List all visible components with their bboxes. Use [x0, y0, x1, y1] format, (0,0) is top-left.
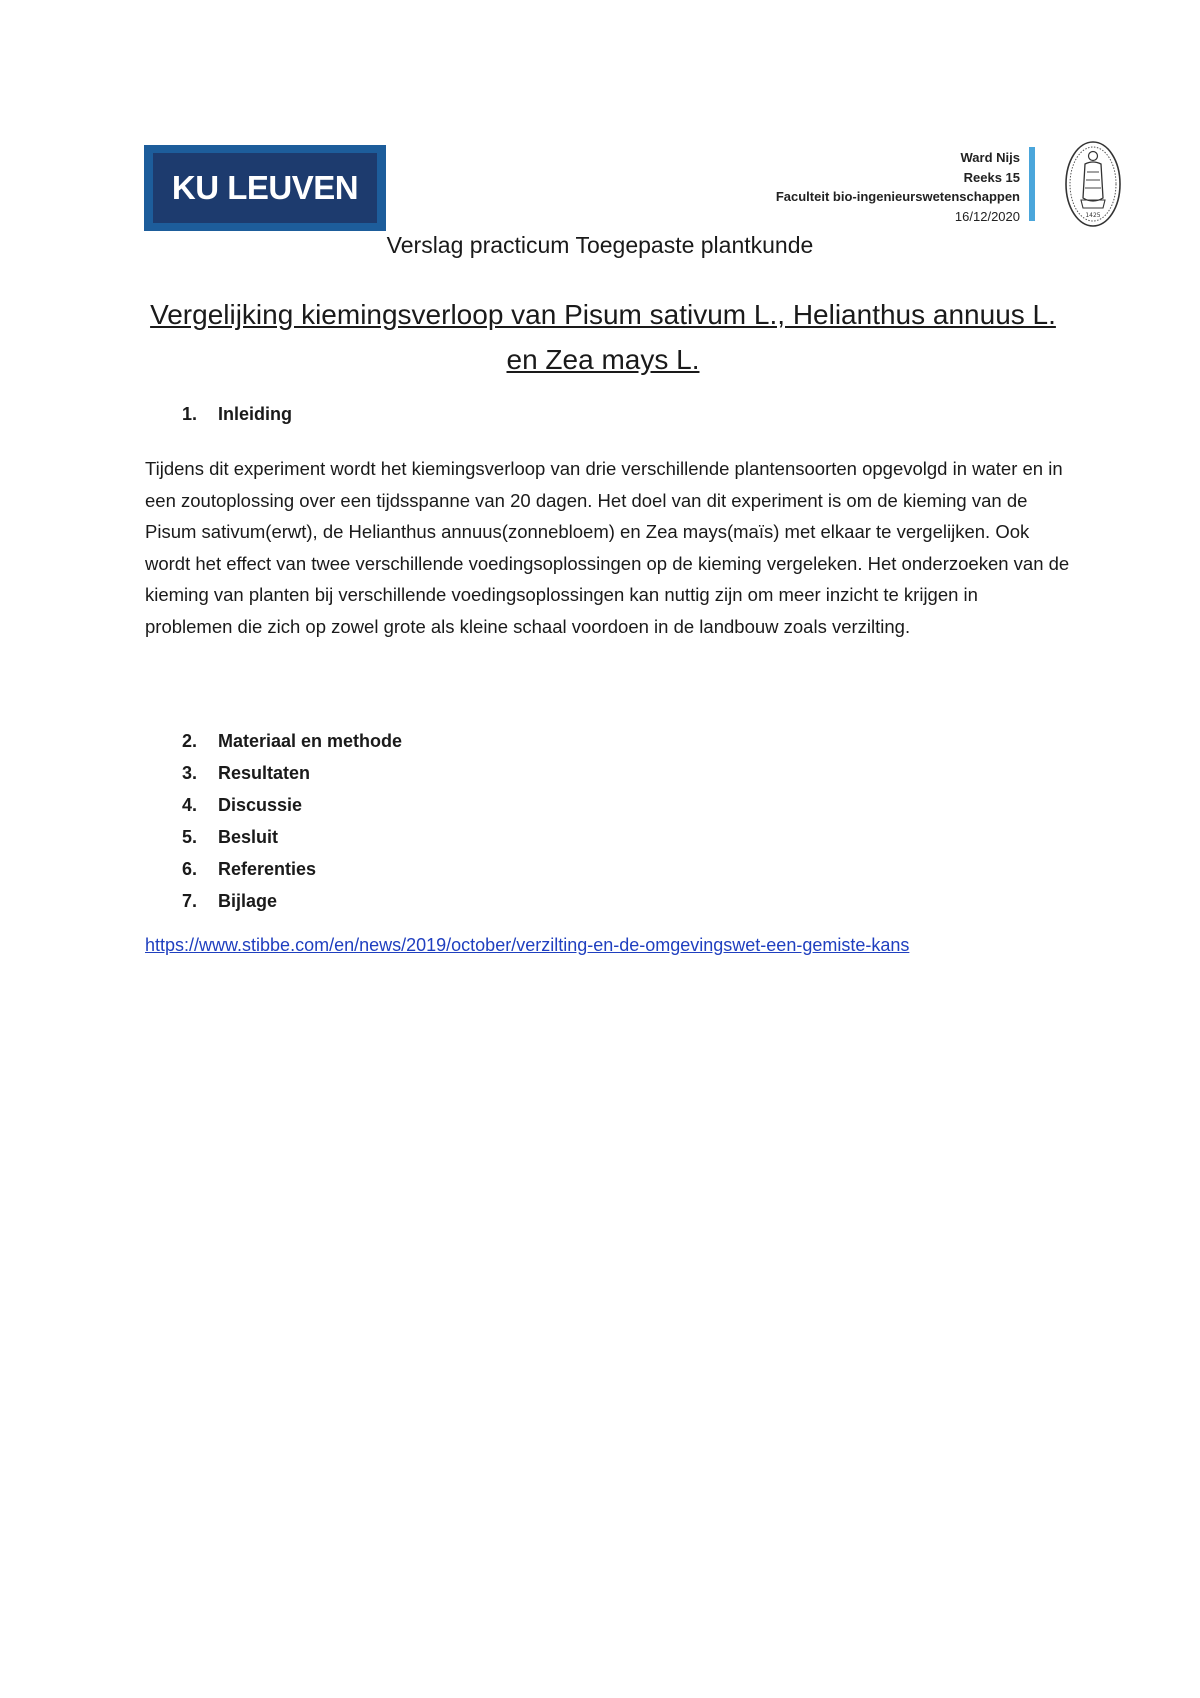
section-label: Discussie — [218, 795, 303, 815]
logo-inner-panel — [153, 153, 377, 223]
section-list — [182, 725, 402, 917]
introduction-paragraph: Tijdens dit experiment wordt het kiemingsverloop van drie verschillende plantensoorten opgevolgd in water en in een zoutoplossing over een tijdsspanne van 20 dagen. Het doel van dit experiment is om de kieming van de Pisum sativum(erwt), de Helianthus annuus(zonnebloem) en Zea mays(maïs) met elkaar te vergelijken. Ook wordt het effect van twee verschillende voedingsoplossingen op de kieming vergeleken. Het onderzoeken van de kieming van planten bij verschillende voedingsoplossingen kan nuttig zijn om meer inzicht te krijgen in problemen die zich op zowel grote als kleine schaal voordoen in de landbouw zoals verzilting. — [145, 458, 1070, 637]
section-item — [182, 821, 402, 853]
section-number: 2. — [182, 731, 198, 751]
section-number: 3. — [182, 763, 198, 783]
section-label: Resultaten — [218, 763, 311, 783]
section-item — [182, 757, 402, 789]
author-group: Reeks 15 — [963, 169, 1020, 185]
logo-text: KU LEUVEN — [171, 169, 359, 206]
section-number: 7. — [182, 891, 198, 911]
section-item — [182, 853, 402, 885]
seal-year: 1425 — [1085, 212, 1101, 219]
header-accent-bar — [1029, 147, 1035, 221]
section-number: 5. — [182, 827, 198, 847]
section-item — [182, 885, 402, 917]
section-label: Inleiding — [218, 404, 292, 424]
section-label: Referenties — [218, 859, 317, 879]
section-item — [182, 789, 402, 821]
section-label: Materiaal en methode — [218, 731, 403, 751]
author-block — [700, 148, 1020, 226]
section-item — [182, 725, 402, 757]
report-subtitle: Verslag practicum Toegepaste plantkunde — [386, 232, 814, 258]
section-label: Besluit — [218, 827, 279, 847]
author-date: 16/12/2020 — [954, 208, 1020, 224]
section-number: 4. — [182, 795, 198, 815]
section-label: Bijlage — [218, 891, 278, 911]
author-faculty: Faculteit bio-ingenieurswetenschappen — [775, 189, 1020, 204]
university-seal-icon — [1063, 138, 1123, 230]
reference-link[interactable]: https://www.stibbe.com/en/news/2019/october/verzilting-en-de-omgevingswet-een-gemiste-kans — [145, 935, 910, 955]
section-heading-introduction — [182, 404, 292, 425]
author-name: Ward Nijs — [960, 150, 1020, 165]
report-title: Vergelijking kiemingsverloop van Pisum sativum L., Helianthus annuus L. en Zea mays L. — [150, 299, 1056, 375]
section-number: 6. — [182, 859, 198, 879]
ku-leuven-logo — [144, 145, 386, 231]
section-number: 1. — [182, 404, 198, 424]
